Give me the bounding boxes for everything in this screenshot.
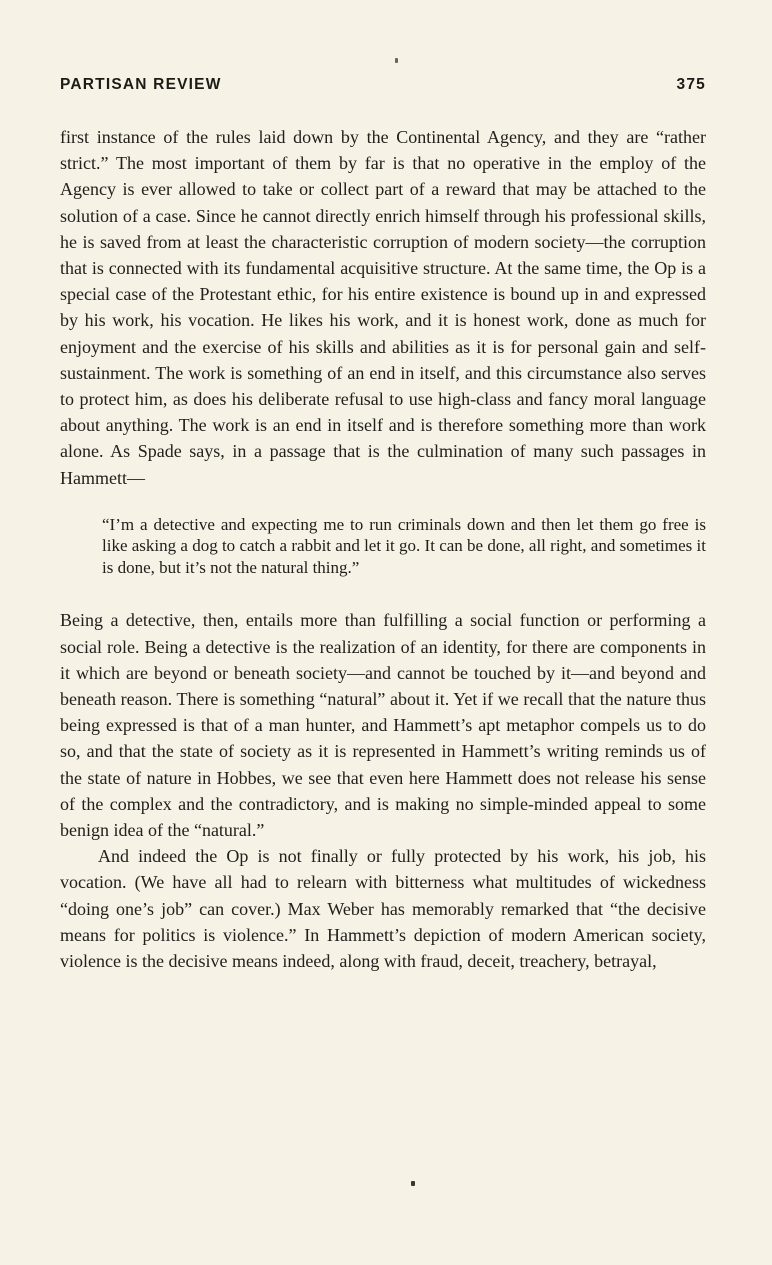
journal-title: PARTISAN REVIEW [60, 76, 222, 93]
running-head [60, 76, 706, 98]
paragraph-detective-identity: Being a detective, then, entails more than fulfilling a social function or performing a social role. Being a detective is the realization of an identity, for there are components in it which are beyond or beneath society—and cannot be touched by it—and beyond and beneath reason. There is something “natural” about it. Yet if we recall that the nature thus being expressed is that of a man hunter, and Hammett’s apt metaphor compels us to do so, and that the state of society as it is represented in Hammett’s writing reminds us of the state of nature in Hobbes, we see that even here Hammett does not release his sense of the complex and the contradictory, and is making no simple-minded appeal to some benign idea of the “natural.” [60, 610, 706, 840]
page-number: 375 [676, 76, 706, 93]
body-text [60, 124, 706, 974]
stray-ink-mark [395, 58, 398, 63]
block-quote: “I’m a detective and expecting me to run criminals down and then let them go free is like asking a dog to catch a rabbit and let it go. It can be done, all right, and sometimes it is done, but it’s not the natural thing.” [102, 514, 706, 577]
paragraph-continued: first instance of the rules laid down by the Continental Agency, and they are “rather strict.” The most important of them by far is that no operative in the employ of the Agency is ever allowed to take or collect part of a reward that may be attached to the solution of a case. Since he cannot directly enrich himself through his professional skills, he is saved from at least the characteristic corruption of modern society—the corruption that is connected with its fundamental acquisitive structure. At the same time, the Op is a special case of the Protestant ethic, for his entire existence is bound up in and expressed by his work, his vocation. He likes his work, and it is honest work, done as much for enjoyment and the exercise of his skills and abilities as it is for personal gain and self-sustainment. The work is something of an end in itself, and this circumstance also serves to protect him, as does his deliberate refusal to use high-class and fancy moral language about anything. The work is an end in itself and is therefore something more than work alone. As Spade says, in a passage that is the culmination of many such passages in Hammett— [60, 127, 706, 488]
paragraph-violence: And indeed the Op is not finally or fully protected by his work, his job, his vocation. (We have all had to relearn with bitterness what multitudes of wickedness “doing one’s job” can cover.) Max Weber has memorably remarked that “the decisive means for politics is violence.” In Hammett’s depiction of modern American society, violence is the decisive means indeed, along with fraud, deceit, treachery, betrayal, [60, 846, 706, 971]
bottom-ink-mark [411, 1181, 415, 1186]
